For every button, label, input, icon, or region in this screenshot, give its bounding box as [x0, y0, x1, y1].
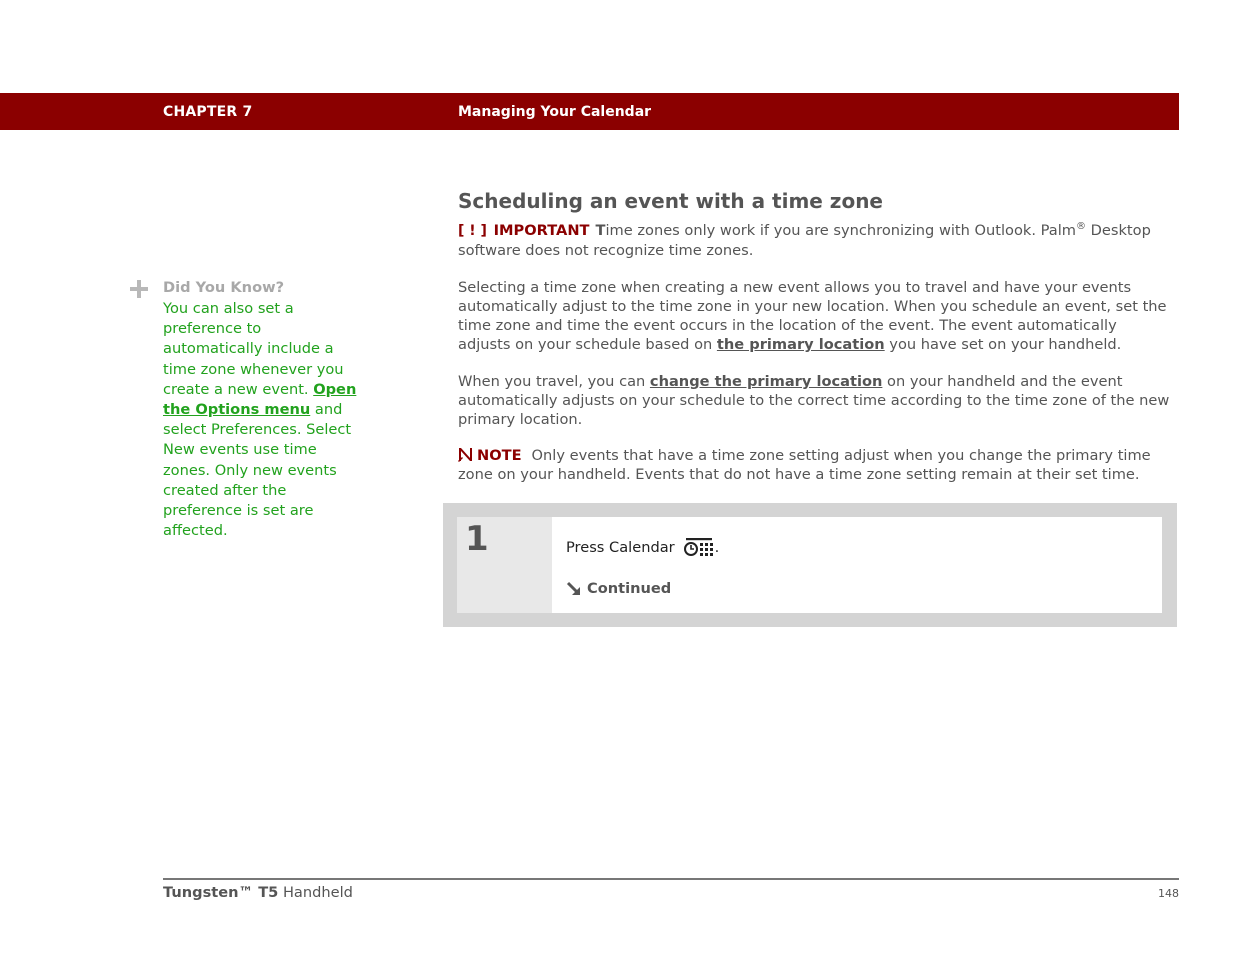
- did-you-know-text: [163, 299, 358, 541]
- continued-indicator: [566, 580, 671, 597]
- note-text: Only events that have a time zone setting adjust when you change the primary time zone on your handheld. Events that do not have a time zone setting remain at their set time.: [458, 447, 1151, 483]
- paragraph-time-zone-intro: [458, 278, 1173, 354]
- change-primary-location-link[interactable]: change the primary location: [649, 373, 883, 390]
- step-instruction-text: Press Calendar: [566, 538, 675, 556]
- important-icon: [ ! ]: [458, 223, 487, 239]
- step-instruction: [566, 537, 719, 557]
- chapter-number: CHAPTER 7: [163, 104, 253, 120]
- calendar-button-icon: [682, 537, 714, 557]
- note-label: NOTE: [477, 447, 522, 464]
- footer-product-name: Tungsten™ T5: [163, 884, 279, 901]
- step-instruction-suffix: .: [714, 538, 720, 556]
- footer-product-suffix: Handheld: [278, 884, 353, 901]
- chapter-title: Managing Your Calendar: [458, 104, 652, 120]
- continued-arrow-icon: [566, 581, 582, 597]
- did-you-know-title: Did You Know?: [163, 279, 285, 296]
- para1-text-end: you have set on your handheld.: [884, 336, 1122, 353]
- primary-location-link[interactable]: the primary location: [716, 336, 885, 353]
- para2-text-end: on your handheld and the event automatically adjusts on your schedule to the correct time according to the time zone of the new primary location.: [458, 373, 1170, 428]
- step-content: [552, 517, 1162, 613]
- paragraph-travel: [458, 372, 1173, 429]
- step-number: 1: [465, 519, 489, 559]
- open-options-menu-link[interactable]: Open the Options menu: [163, 380, 357, 419]
- note-callout: [458, 446, 1173, 484]
- sidebar-text-end: and select Preferences. Select New events use time zones. Only new events created after the preference is set are affected.: [163, 401, 352, 540]
- sidebar-text-start: You can also set a preference to automatically include a time zone whenever you create a new event.: [163, 300, 344, 398]
- important-first-letter: T: [595, 222, 606, 239]
- page-number: 148: [1158, 887, 1179, 900]
- para1-text-start: Selecting a time zone when creating a new event allows you to travel and have your events automatically adjust to the time zone in your new location. When you schedule an event, set the time zone and time the event occurs in the location of the event. The event automatically adjusts on your schedule based on: [458, 279, 1167, 353]
- important-text: ime zones only work if you are synchronizing with Outlook. Palm: [605, 222, 1077, 239]
- important-label: IMPORTANT: [493, 222, 590, 239]
- para2-text-start: When you travel, you can: [458, 373, 650, 390]
- note-pencil-icon: [458, 447, 474, 462]
- continued-label: Continued: [587, 580, 672, 597]
- important-text-end: Desktop software does not recognize time zones.: [458, 222, 1151, 259]
- plus-icon: [130, 280, 148, 298]
- section-title: Scheduling an event with a time zone: [458, 189, 883, 213]
- footer-product: [163, 884, 353, 901]
- important-callout: [458, 221, 1173, 260]
- registered-mark: ®: [1076, 221, 1087, 233]
- footer-rule: [163, 878, 1179, 880]
